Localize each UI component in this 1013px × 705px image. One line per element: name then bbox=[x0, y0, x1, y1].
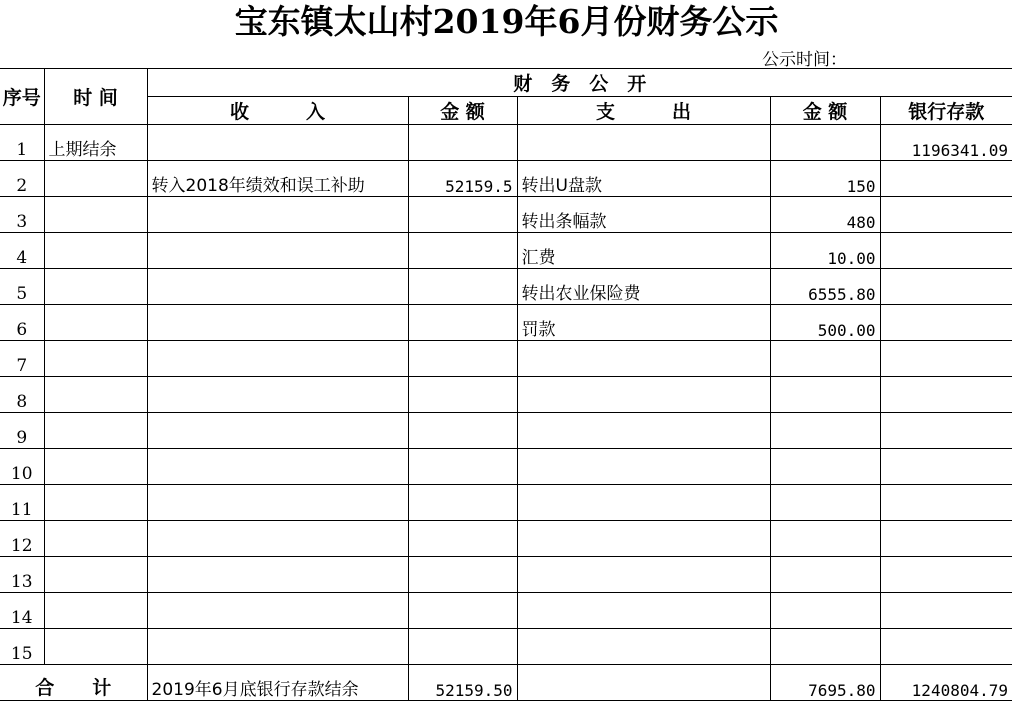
row-expense: 汇费 bbox=[517, 233, 770, 269]
row-income-amount bbox=[408, 629, 517, 665]
row-income bbox=[147, 269, 408, 305]
row-income-amount bbox=[408, 521, 517, 557]
row-income-amount bbox=[408, 341, 517, 377]
row-expense: 转出U盘款 bbox=[517, 161, 770, 197]
row-time bbox=[44, 629, 147, 665]
row-index: 15 bbox=[0, 629, 44, 665]
row-income-amount bbox=[408, 377, 517, 413]
row-income bbox=[147, 233, 408, 269]
row-income bbox=[147, 593, 408, 629]
row-index: 2 bbox=[0, 161, 44, 197]
row-income bbox=[147, 449, 408, 485]
row-time bbox=[44, 269, 147, 305]
table-row bbox=[0, 125, 1012, 161]
row-bank-balance: 1196341.09 bbox=[880, 125, 1012, 161]
row-expense-amount bbox=[770, 557, 880, 593]
row-index: 14 bbox=[0, 593, 44, 629]
row-time bbox=[44, 233, 147, 269]
row-time bbox=[44, 413, 147, 449]
row-bank-balance bbox=[880, 161, 1012, 197]
row-income bbox=[147, 197, 408, 233]
total-income-amount: 52159.50 bbox=[408, 665, 517, 701]
row-bank-balance bbox=[880, 593, 1012, 629]
row-income bbox=[147, 305, 408, 341]
row-time: 上期结余 bbox=[44, 125, 147, 161]
table-row bbox=[0, 593, 1012, 629]
row-index: 6 bbox=[0, 305, 44, 341]
row-income bbox=[147, 521, 408, 557]
row-expense bbox=[517, 485, 770, 521]
row-expense bbox=[517, 413, 770, 449]
row-bank-balance bbox=[880, 629, 1012, 665]
row-time bbox=[44, 449, 147, 485]
row-bank-balance bbox=[880, 557, 1012, 593]
row-income-amount bbox=[408, 485, 517, 521]
row-expense bbox=[517, 449, 770, 485]
total-label: 合 计 bbox=[0, 665, 147, 701]
row-income-amount bbox=[408, 557, 517, 593]
total-expense bbox=[517, 665, 770, 701]
table-row bbox=[0, 449, 1012, 485]
header-expense-amount: 金 额 bbox=[770, 97, 880, 125]
row-time bbox=[44, 197, 147, 233]
row-income-amount bbox=[408, 413, 517, 449]
row-index: 12 bbox=[0, 521, 44, 557]
row-bank-balance bbox=[880, 449, 1012, 485]
header-income-amount: 金 额 bbox=[408, 97, 517, 125]
row-income-amount: 52159.5 bbox=[408, 161, 517, 197]
table-row bbox=[0, 413, 1012, 449]
table-row bbox=[0, 557, 1012, 593]
row-expense-amount bbox=[770, 377, 880, 413]
row-index: 7 bbox=[0, 341, 44, 377]
row-income: 转入2018年绩效和误工补助 bbox=[147, 161, 408, 197]
row-expense: 转出条幅款 bbox=[517, 197, 770, 233]
row-expense-amount: 6555.80 bbox=[770, 269, 880, 305]
row-income-amount bbox=[408, 125, 517, 161]
header-time: 时 间 bbox=[44, 69, 147, 125]
row-time bbox=[44, 377, 147, 413]
page-title: 宝东镇太山村2019年6月份财务公示 bbox=[234, 2, 779, 41]
table-row bbox=[0, 521, 1012, 557]
row-expense bbox=[517, 629, 770, 665]
row-index: 4 bbox=[0, 233, 44, 269]
row-income-amount bbox=[408, 449, 517, 485]
row-bank-balance bbox=[880, 485, 1012, 521]
row-expense bbox=[517, 593, 770, 629]
row-bank-balance bbox=[880, 269, 1012, 305]
row-bank-balance bbox=[880, 197, 1012, 233]
row-expense-amount bbox=[770, 125, 880, 161]
row-bank-balance bbox=[880, 341, 1012, 377]
row-expense-amount bbox=[770, 413, 880, 449]
row-expense-amount bbox=[770, 449, 880, 485]
row-expense-amount bbox=[770, 629, 880, 665]
row-income bbox=[147, 413, 408, 449]
row-income-amount bbox=[408, 233, 517, 269]
header-finance-public: 财 务 公 开 bbox=[147, 69, 1012, 97]
row-index: 3 bbox=[0, 197, 44, 233]
table-row bbox=[0, 629, 1012, 665]
row-index: 9 bbox=[0, 413, 44, 449]
row-bank-balance bbox=[880, 305, 1012, 341]
publish-time-label: 公示时间： bbox=[762, 50, 847, 70]
row-income-amount bbox=[408, 197, 517, 233]
table-row bbox=[0, 305, 1012, 341]
table-row bbox=[0, 269, 1012, 305]
row-time bbox=[44, 557, 147, 593]
table-row bbox=[0, 377, 1012, 413]
table-row bbox=[0, 485, 1012, 521]
total-bank-balance: 1240804.79 bbox=[880, 665, 1012, 701]
row-index: 13 bbox=[0, 557, 44, 593]
row-bank-balance bbox=[880, 521, 1012, 557]
row-income bbox=[147, 341, 408, 377]
total-income: 2019年6月底银行存款结余 bbox=[147, 665, 408, 701]
row-expense: 罚款 bbox=[517, 305, 770, 341]
row-expense: 转出农业保险费 bbox=[517, 269, 770, 305]
row-income bbox=[147, 485, 408, 521]
row-index: 10 bbox=[0, 449, 44, 485]
header-income: 收 入 bbox=[147, 97, 408, 125]
row-income bbox=[147, 557, 408, 593]
total-expense-amount: 7695.80 bbox=[770, 665, 880, 701]
table-row bbox=[0, 197, 1012, 233]
row-income-amount bbox=[408, 305, 517, 341]
row-time bbox=[44, 161, 147, 197]
row-time bbox=[44, 593, 147, 629]
row-expense-amount: 150 bbox=[770, 161, 880, 197]
row-time bbox=[44, 521, 147, 557]
row-expense-amount bbox=[770, 521, 880, 557]
row-bank-balance bbox=[880, 413, 1012, 449]
table-row bbox=[0, 161, 1012, 197]
row-income-amount bbox=[408, 269, 517, 305]
header-bank-balance: 银行存款 bbox=[880, 97, 1012, 125]
row-income-amount bbox=[408, 593, 517, 629]
row-expense-amount: 10.00 bbox=[770, 233, 880, 269]
row-index: 5 bbox=[0, 269, 44, 305]
table-row bbox=[0, 341, 1012, 377]
row-income bbox=[147, 377, 408, 413]
row-expense bbox=[517, 377, 770, 413]
row-expense bbox=[517, 341, 770, 377]
header-expense: 支 出 bbox=[517, 97, 770, 125]
row-index: 8 bbox=[0, 377, 44, 413]
row-expense-amount bbox=[770, 485, 880, 521]
finance-table bbox=[0, 68, 1012, 701]
row-bank-balance bbox=[880, 377, 1012, 413]
row-time bbox=[44, 341, 147, 377]
row-bank-balance bbox=[880, 233, 1012, 269]
row-expense bbox=[517, 557, 770, 593]
row-expense bbox=[517, 521, 770, 557]
row-expense-amount: 500.00 bbox=[770, 305, 880, 341]
row-income bbox=[147, 629, 408, 665]
row-index: 11 bbox=[0, 485, 44, 521]
row-index: 1 bbox=[0, 125, 44, 161]
row-time bbox=[44, 305, 147, 341]
row-expense bbox=[517, 125, 770, 161]
row-expense-amount bbox=[770, 341, 880, 377]
row-expense-amount: 480 bbox=[770, 197, 880, 233]
row-expense-amount bbox=[770, 593, 880, 629]
table-row bbox=[0, 233, 1012, 269]
header-index: 序号 bbox=[0, 69, 44, 125]
row-income bbox=[147, 125, 408, 161]
row-time bbox=[44, 485, 147, 521]
